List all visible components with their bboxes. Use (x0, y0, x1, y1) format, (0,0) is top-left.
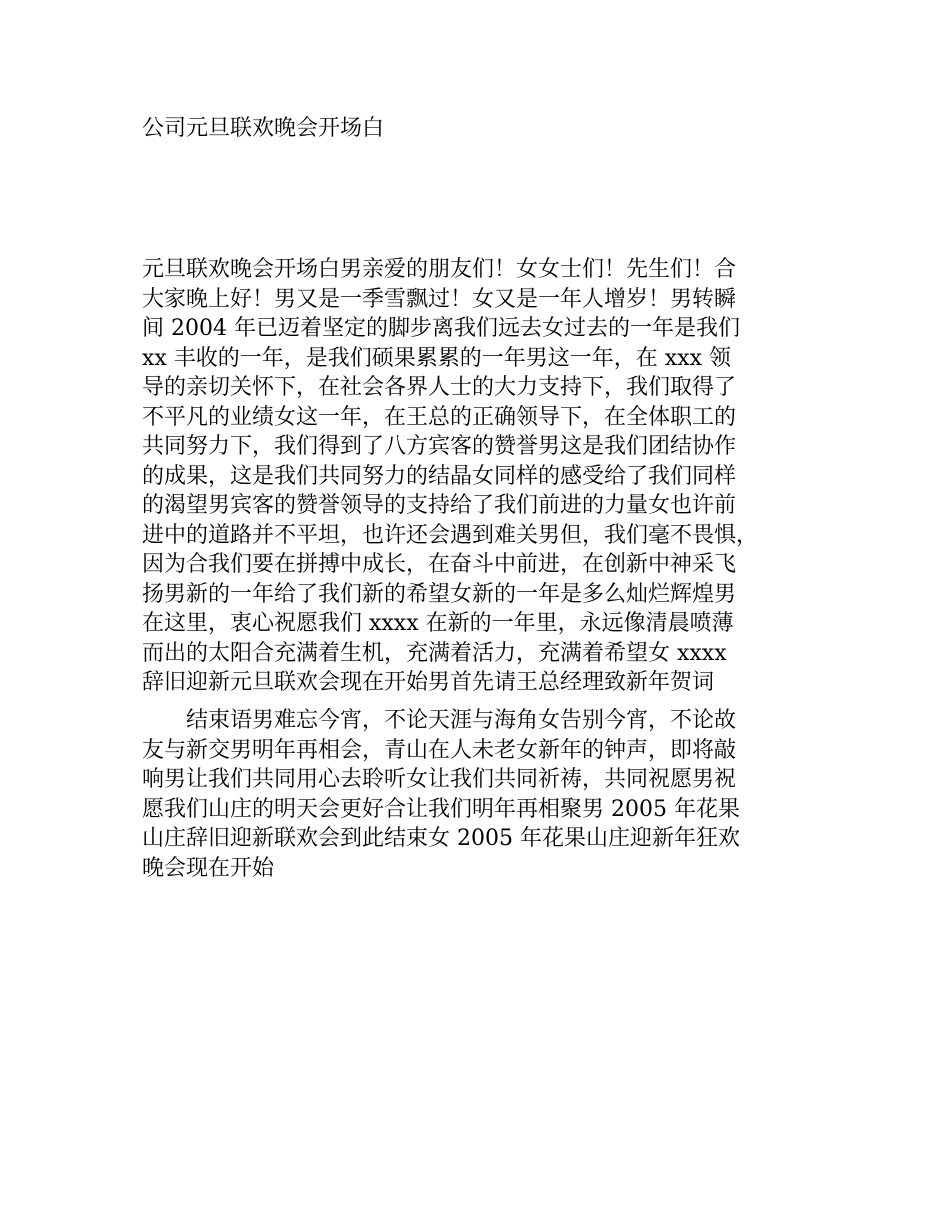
text-line: 导的亲切关怀下，在社会各界人士的大力支持下，我们取得了 (142, 375, 737, 400)
text-line: 山庄辞旧迎新联欢会到此结束女 2005 年花果山庄迎新年狂欢 (142, 826, 740, 851)
closing-paragraph (142, 706, 832, 883)
text-line: 的渴望男宾客的赞誉领导的支持给了我们前进的力量女也许前 (142, 493, 737, 518)
document-title: 公司元旦联欢晚会开场白 (142, 116, 385, 141)
text-line: xx 丰收的一年，是我们硕果累累的一年男这一年，在 xxx 领 (142, 345, 732, 371)
text-line: 结束语男难忘今宵，不论天涯与海角女告别今宵，不论故 (142, 708, 737, 733)
text-line: 大家晚上好！男又是一季雪飘过！女又是一年人增岁！男转瞬 (142, 286, 737, 312)
text-line: 晚会现在开始 (142, 855, 275, 881)
text-line: 在这里，衷心祝愿我们 xxxx 在新的一年里，永远像清晨喷薄 (142, 611, 734, 636)
text-line: 不平凡的业绩女这一年，在王总的正确领导下，在全体职工的 (142, 404, 737, 430)
text-line: 扬男新的一年给了我们新的希望女新的一年是多么灿烂辉煌男 (142, 581, 737, 607)
text-line: 因为合我们要在拼搏中成长，在奋斗中前进，在创新中神采飞 (142, 552, 737, 577)
text-line: 共同努力下，我们得到了八方宾客的赞誉男这是我们团结协作 (142, 434, 737, 459)
text-line: 友与新交男明年再相会，青山在人未老女新年的钟声，即将敲 (142, 737, 737, 763)
text-line: 愿我们山庄的明天会更好合让我们明年再相聚男 2005 年花果 (142, 796, 740, 822)
text-line: 进中的道路并不平坦，也许还会遇到难关男但，我们毫不畏惧， (142, 522, 759, 548)
text-line: 响男让我们共同用心去聆听女让我们共同祈祷，共同祝愿男祝 (142, 767, 737, 792)
text-line: 而出的太阳合充满着生机，充满着活力，充满着希望女 xxxx (142, 640, 727, 666)
text-line: 辞旧迎新元旦联欢会现在开始男首先请王总经理致新年贺词 (142, 670, 715, 695)
text-line: 元旦联欢晚会开场白男亲爱的朋友们！女女士们！先生们！合 (142, 257, 737, 282)
text-line: 间 2004 年已迈着坚定的脚步离我们远去女过去的一年是我们 (142, 316, 740, 341)
opening-paragraph (142, 255, 832, 698)
text-line: 的成果，这是我们共同努力的结晶女同样的感受给了我们同样 (142, 463, 737, 489)
